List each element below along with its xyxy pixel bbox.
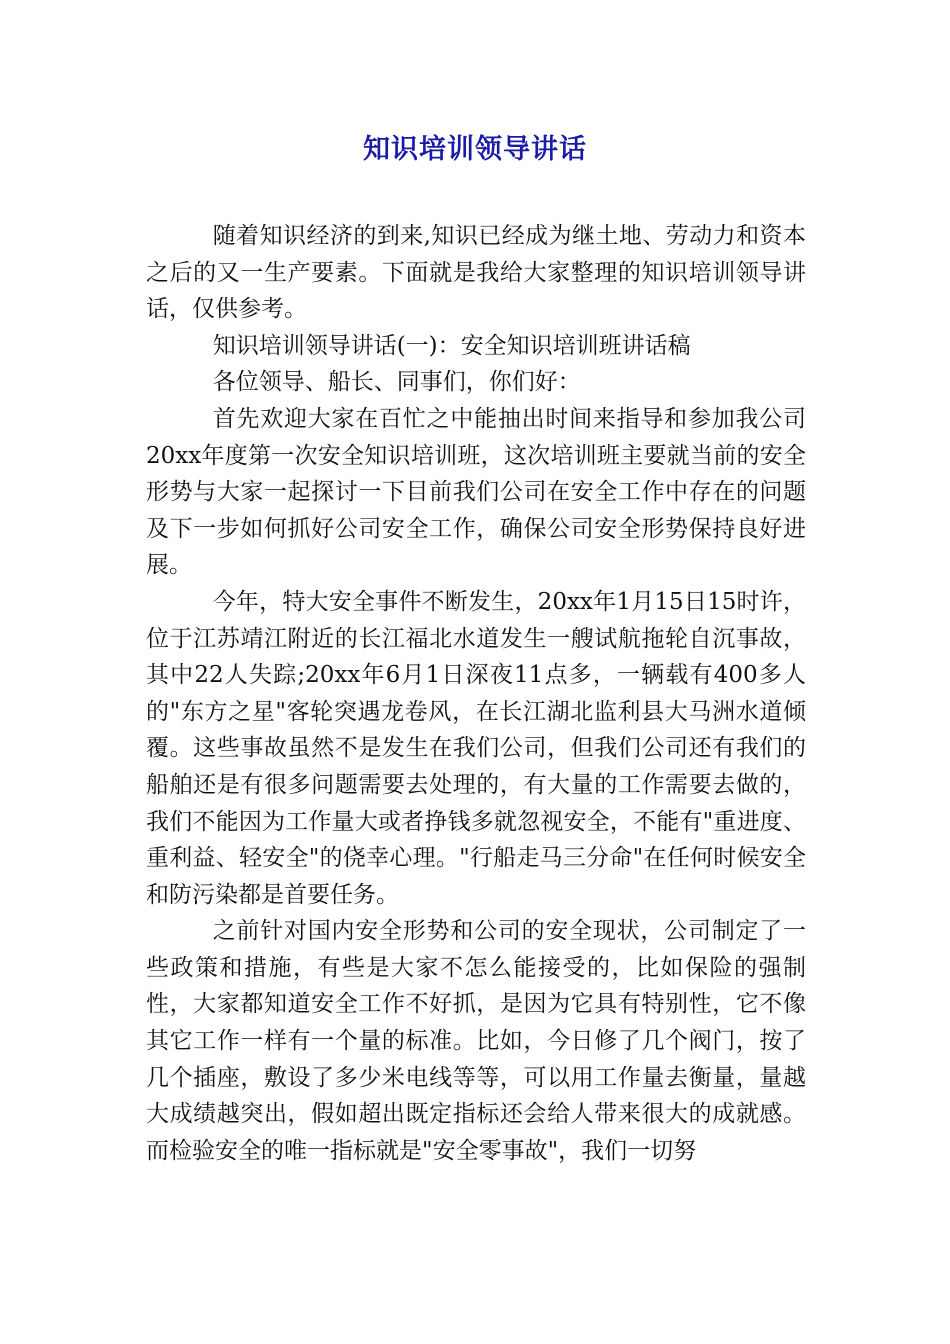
paragraph-policies: 之前针对国内安全形势和公司的安全现状，公司制定了一些政策和措施，有些是大家不怎么能接受的，比如保险的强制性，大家都知道安全工作不好抓，是因为它具有特别性，它不像其它工作一样有一个量的标准。比如，今日修了几个阀门，按了几个插座，敷设了多少米电线等等，可以用工作量去衡量，量越大成绩越突出，假如超出既定指标还会给人带来很大的成就感。而检验安全的唯一指标就是"安全零事故"，我们一切努 <box>146 918 806 1164</box>
paragraph-accidents: 今年，特大安全事件不断发生，20xx年1月15日15时许，位于江苏靖江附近的长江福北水道发生一艘试航拖轮自沉事故，其中22人失踪;20xx年6月1日深夜11点多，一辆载有400多人的"东方之星"客轮突遇龙卷风，在长江湖北监利县大马洲水道倾覆。这些事故虽然不是发生在我们公司，但我们公司还有我们的船舶还是有很多问题需要去处理的，有大量的工作需要去做的，我们不能因为工作量大或者挣钱多就忽视安全，不能有"重进度、重利益、轻安全"的侥幸心理。"行船走马三分命"在任何时候安全和防污染都是首要任务。 <box>146 588 806 908</box>
paragraph-section-heading: 知识培训领导讲话(一)：安全知识培训班讲话稿 <box>212 332 691 359</box>
paragraph-intro: 随着知识经济的到来,知识已经成为继土地、劳动力和资本之后的又一生产要素。下面就是我给大家整理的知识培训领导讲话，仅供参考。 <box>146 223 806 323</box>
document-title: 知识培训领导讲话 <box>363 134 587 165</box>
document-body <box>146 218 806 1169</box>
paragraph-welcome: 首先欢迎大家在百忙之中能抽出时间来指导和参加我公司20xx年度第一次安全知识培训班，这次培训班主要就当前的安全形势与大家一起探讨一下目前我们公司在安全工作中存在的问题及下一步如何抓好公司安全工作，确保公司安全形势保持良好进展。 <box>146 405 806 579</box>
paragraph-greeting: 各位领导、船长、同事们，你们好： <box>212 369 581 396</box>
